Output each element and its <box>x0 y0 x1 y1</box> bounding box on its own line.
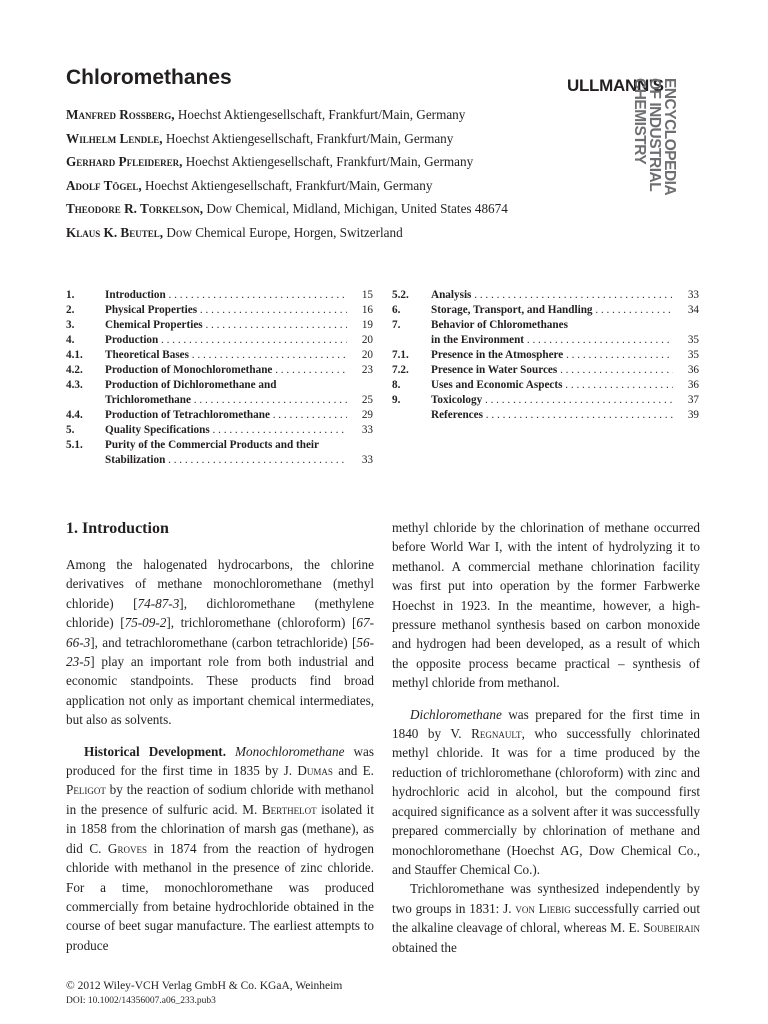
toc-page: 23 <box>361 364 373 376</box>
toc-title: Presence in the Atmosphere . . . <box>431 348 673 363</box>
history-paragraph <box>66 742 374 955</box>
toc-page: 36 <box>687 379 699 391</box>
toc-number: 4.2. <box>66 364 83 376</box>
table-of-contents-right <box>392 288 699 423</box>
article-title: Chloromethanes <box>66 66 232 89</box>
toc-entry[interactable] <box>66 303 373 318</box>
cas-number[interactable]: 67-66-3 <box>66 615 374 650</box>
toc-page: 29 <box>361 409 373 421</box>
toc-title: Production of Tetrachloromethane . . . <box>105 408 347 423</box>
author-affiliation: Hoechst Aktiengesellschaft, Frankfurt/Main, Germany <box>174 107 466 122</box>
toc-title: Storage, Transport, and Handling . . . <box>431 303 673 318</box>
toc-number: 2. <box>66 304 75 316</box>
toc-entry[interactable] <box>392 408 699 423</box>
toc-title: Production of Dichloromethane and <box>105 379 277 391</box>
ullmanns-logo: ULLMANN'S <box>567 76 664 95</box>
toc-number: 9. <box>392 394 401 406</box>
author-affiliation: Hoechst Aktiengesellschaft, Frankfurt/Main, Germany <box>182 154 474 169</box>
toc-entry[interactable] <box>66 453 373 468</box>
cas-number[interactable]: 74-87-3 <box>137 595 180 611</box>
term: Dichloromethane <box>410 706 502 722</box>
text-run: successfully carried out the alkaline cleavage of chloral, whereas M. E. <box>392 900 700 936</box>
text-run: ], dichloromethane (methylene chloride) [ <box>66 595 374 631</box>
toc-page: 36 <box>687 364 699 376</box>
toc-title: in the Environment . . . <box>431 333 673 348</box>
toc-title: Presence in Water Sources . . . <box>431 363 673 378</box>
toc-page: 39 <box>687 409 699 421</box>
toc-entry[interactable] <box>66 393 373 408</box>
person-name: Dumas <box>297 763 333 779</box>
toc-number: 7.2. <box>392 364 409 376</box>
toc-entry[interactable] <box>66 378 373 393</box>
table-of-contents-left <box>66 288 373 468</box>
toc-entry[interactable] <box>66 438 373 453</box>
toc-entry[interactable] <box>66 333 373 348</box>
text-run: Among the halogenated hydrocarbons, the chlorine derivatives of methane monochloromethane (methyl chloride) [ <box>66 557 374 611</box>
body-column-left <box>66 555 374 955</box>
author-name: Adolf Tögel, <box>66 177 142 193</box>
subheading: Historical Development. <box>84 743 226 759</box>
author-line <box>66 131 626 155</box>
history-paragraph-continued: methyl chloride by the chlorination of methane occurred before World War I, with the intent of hydrolyzing it to methanol. A commercial methane chlorination facility was first put into operation by the former Farbwerke Hoechst in 1923. In the meantime, however, a high-pressure methanol synthesis based on carbon monoxide and hydrogen had been developed, as a result of which the opposite process became practical – synthesis of methyl chloride from methanol. <box>392 520 700 691</box>
doi-link[interactable]: DOI: 10.1002/14356007.a06_233.pub3 <box>66 996 216 1006</box>
copyright-notice: © 2012 Wiley-VCH Verlag GmbH & Co. KGaA, Weinheim <box>66 980 343 992</box>
person-name: Groves <box>107 840 147 856</box>
toc-page: 34 <box>687 304 699 316</box>
author-affiliation: Hoechst Aktiengesellschaft, Frankfurt/Main, Germany <box>141 177 433 193</box>
toc-page: 33 <box>361 454 373 466</box>
toc-page: 15 <box>361 289 373 301</box>
toc-entry[interactable] <box>66 288 373 303</box>
text-run: , who successfully chlorinated methyl chloride. It was for a time produced by the reduction of trichloromethane (chloroform) with zinc and hydrochloric acid in alcohol, but the compound first acquired significance as a solvent after it was successfully prepared commercially by chlorination of methane and monochloromethane (Hoechst AG, Dow Chemical Co., and Stauffer Chemical Co.). <box>392 726 700 877</box>
logo-line-2: OF INDUSTRIAL <box>646 78 663 192</box>
text-run: was produced for the first time in 1835 by J. <box>66 743 374 779</box>
page-footer <box>66 979 342 1009</box>
toc-page: 33 <box>687 289 699 301</box>
toc-number <box>392 408 431 423</box>
text-run: obtained the <box>392 939 457 955</box>
trichloromethane-paragraph <box>392 879 700 957</box>
toc-entry[interactable] <box>392 333 699 348</box>
person-name: Berthelot <box>261 801 317 817</box>
toc-entry[interactable] <box>392 363 699 378</box>
author-affiliation: Hoechst Aktiengesellschaft, Frankfurt/Main, Germany <box>162 130 454 146</box>
toc-page: 20 <box>361 349 373 361</box>
toc-entry[interactable] <box>392 288 699 303</box>
toc-page: 20 <box>361 334 373 346</box>
toc-page: 37 <box>687 394 699 406</box>
toc-number: 4.1. <box>66 349 83 361</box>
logo-line-1: ENCYCLOPEDIA <box>661 78 678 196</box>
dichloromethane-paragraph <box>392 705 700 880</box>
text-run: ], and tetrachloromethane (carbon tetrachloride) [ <box>90 634 357 650</box>
author-list <box>66 107 626 248</box>
toc-entry[interactable] <box>392 393 699 408</box>
toc-entry[interactable] <box>392 318 699 333</box>
body-column-right <box>392 518 700 957</box>
text-run: isolated it in 1858 from the chlorination of marsh gas (methane), as did C. <box>66 801 375 856</box>
cas-number[interactable]: 75-09-2 <box>124 615 167 631</box>
person-name: Soubeirain <box>643 920 700 936</box>
toc-title: Quality Specifications . . . <box>105 423 347 438</box>
text-run: by the reaction of sodium chloride with methanol in the presence of sulfuric acid. M. <box>66 782 374 817</box>
toc-title: Introduction . . . <box>105 288 347 303</box>
toc-number <box>66 393 105 408</box>
toc-number: 8. <box>392 379 401 391</box>
author-affiliation: Dow Chemical Europe, Horgen, Switzerland <box>163 224 403 240</box>
toc-title: References . . . <box>431 408 673 423</box>
term: Monochloromethane <box>235 743 345 759</box>
toc-number: 6. <box>392 304 401 316</box>
toc-number: 4. <box>66 334 75 346</box>
toc-title: Physical Properties . . . <box>105 303 347 318</box>
author-name: Manfred Rossberg, <box>66 107 175 122</box>
toc-title: Trichloromethane . . . <box>105 393 347 408</box>
toc-number: 7.1. <box>392 349 409 361</box>
toc-entry[interactable] <box>392 303 699 318</box>
text-run: Trichloromethane was synthesized independently by two groups in 1831: J. <box>392 881 700 916</box>
author-line <box>66 154 626 178</box>
author-line <box>66 201 626 225</box>
toc-number: 7. <box>392 319 401 331</box>
text-run: ], trichloromethane (chloroform) [ <box>166 615 357 631</box>
toc-page <box>347 438 373 453</box>
toc-entry[interactable] <box>392 378 699 393</box>
cas-number[interactable]: 56-23-5 <box>66 634 374 670</box>
toc-entry[interactable] <box>66 348 373 363</box>
toc-number <box>392 333 431 348</box>
text-run: in 1874 from the reaction of hydrogen chloride with methanol in the presence of zinc chloride. For a time, monochloromethane was produced commercially from betaine hydrochloride obtained in the course of beet sugar manufacture. The earliest attempts to produce <box>66 840 374 953</box>
toc-page: 33 <box>361 424 373 436</box>
author-name: Wilhelm Lendle, <box>66 130 163 146</box>
toc-title: Stabilization . . . <box>105 453 347 468</box>
toc-entry[interactable] <box>66 363 373 378</box>
toc-title: Theoretical Bases . . . <box>105 348 347 363</box>
toc-title: Purity of the Commercial Products and their <box>105 439 319 451</box>
person-name: von Liebig <box>515 900 571 916</box>
toc-entry[interactable] <box>66 408 373 423</box>
toc-number: 5. <box>66 424 75 436</box>
toc-page: 35 <box>687 349 699 361</box>
author-line <box>66 225 626 249</box>
toc-number: 3. <box>66 319 75 331</box>
person-name: Peligot <box>66 782 106 798</box>
author-affiliation: Dow Chemical, Midland, Michigan, United States 48674 <box>203 201 508 216</box>
toc-page: 19 <box>361 319 373 331</box>
author-name: Theodore R. Torkelson, <box>66 201 204 216</box>
author-name: Klaus K. Beutel, <box>66 224 164 240</box>
toc-entry[interactable] <box>66 423 373 438</box>
encyclopedia-logo-text <box>632 78 677 195</box>
toc-title: Analysis . . . <box>431 288 673 303</box>
text-run: was prepared for the first time in 1840 by V. <box>392 706 700 742</box>
toc-entry[interactable] <box>392 348 699 363</box>
logo-line-3: CHEMISTRY <box>631 78 648 165</box>
toc-page: 25 <box>361 394 373 406</box>
text-run: and E. <box>332 763 374 779</box>
intro-paragraph <box>66 555 374 730</box>
author-line <box>66 178 626 202</box>
person-name: Regnault <box>471 726 522 742</box>
toc-page <box>347 378 373 393</box>
toc-title: Toxicology . . . <box>431 393 673 408</box>
text-run: ] play an important role from both industrial and economic standpoints. These products find broad application not only as important chemical intermediates, but also as solvents. <box>66 654 374 728</box>
toc-title: Uses and Economic Aspects . . . <box>431 378 673 393</box>
toc-title: Chemical Properties . . . <box>105 318 347 333</box>
toc-page: 35 <box>687 334 699 346</box>
toc-number: 4.3. <box>66 379 83 391</box>
author-name: Gerhard Pfleiderer, <box>66 154 183 169</box>
section-heading: 1. Introduction <box>66 520 169 537</box>
author-line <box>66 107 626 131</box>
toc-number: 1. <box>66 289 75 301</box>
toc-number: 4.4. <box>66 409 83 421</box>
toc-page: 16 <box>361 304 373 316</box>
toc-title: Production . . . <box>105 333 347 348</box>
toc-number <box>66 453 105 468</box>
toc-number: 5.1. <box>66 439 83 451</box>
toc-number: 5.2. <box>392 289 409 301</box>
toc-title: Behavior of Chloromethanes <box>431 319 568 331</box>
toc-entry[interactable] <box>66 318 373 333</box>
toc-page <box>673 318 699 333</box>
toc-title: Production of Monochloromethane . . . <box>105 363 347 378</box>
